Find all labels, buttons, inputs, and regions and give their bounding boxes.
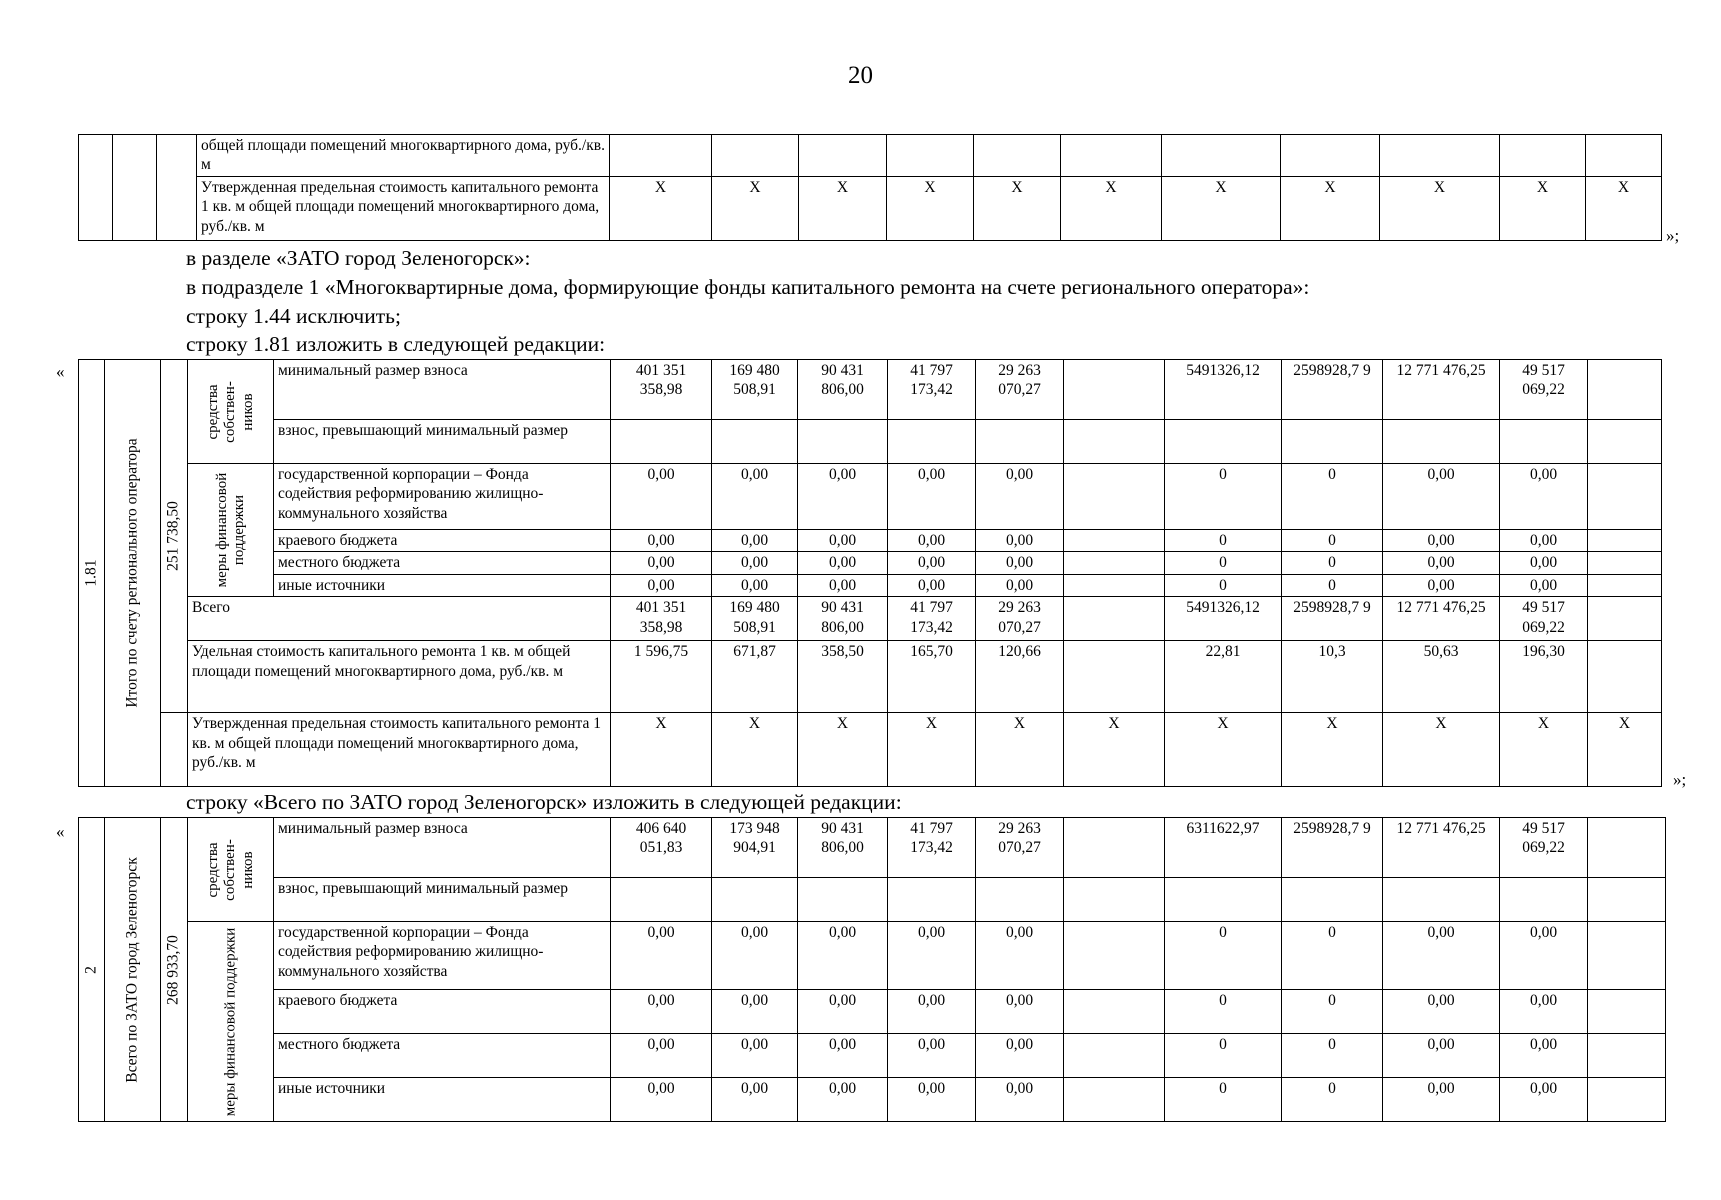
value-cell [1064,597,1165,641]
value-cell: 0,00 [1383,464,1500,530]
row-label: местного бюджета [274,552,611,574]
value-cell: 0 [1165,464,1282,530]
row-number: 1.81 [82,559,100,587]
table-cell [1500,878,1588,922]
row-label: минимальный размер взноса [274,360,611,420]
value-cell [1064,641,1165,713]
value-cell: 0 [1282,552,1383,574]
value-cell: 0,00 [798,922,888,990]
value-cell [1588,641,1662,713]
value-cell [1588,464,1662,530]
value-cell: 0,00 [712,552,798,574]
table-cell [888,878,976,922]
row-label: краевого бюджета [274,990,611,1034]
table-row [79,420,1662,464]
value-cell: 0,00 [798,530,888,552]
value-cell: 0,00 [1500,922,1588,990]
x-mark: X [712,177,799,241]
table-row [79,360,1662,420]
value-cell: 6311622,97 [1165,818,1282,878]
value-cell [1588,922,1666,990]
table-cell [887,135,974,177]
value-cell: 0 [1165,922,1282,990]
subsection-line: в подразделе 1 «Многоквартирные дома, формирующие фонды капитального ремонта на счете регионального оператора»: [186,275,1310,299]
value-cell: 12 771 476,25 [1383,818,1500,878]
value-cell: 0,00 [888,574,976,596]
value-cell: 0,00 [1500,464,1588,530]
table-cell [712,878,798,922]
value-cell: 401 351 358,98 [611,597,712,641]
value-cell [1064,990,1165,1034]
value-cell: 0,00 [976,990,1064,1034]
table-cell [1064,420,1165,464]
table-cell [188,360,274,464]
value-cell: 0,00 [798,1078,888,1122]
table-row [79,464,1662,530]
value-cell: 29 263 070,27 [976,597,1064,641]
value-cell: 0,00 [976,922,1064,990]
value-cell: 0,00 [888,530,976,552]
table-row [79,574,1662,596]
table-row [79,530,1662,552]
value-cell: 41 797 173,42 [888,818,976,878]
value-cell: 0,00 [976,574,1064,596]
opening-quote: « [56,362,65,381]
value-cell: 0 [1282,990,1383,1034]
x-mark: X [1064,713,1165,787]
row-label: общей площади помещений многоквартирного дома, руб./кв. м [197,135,610,177]
value-cell [1588,360,1662,420]
row-title: Всего по ЗАТО город Зеленогорск [123,856,141,1083]
x-mark: X [1061,177,1162,241]
value-cell: 0,00 [1500,552,1588,574]
value-cell: 0,00 [798,574,888,596]
value-cell: 0 [1282,1034,1383,1078]
table-cell [1061,135,1162,177]
value-cell: 0,00 [976,1078,1064,1122]
table-row [79,922,1666,990]
table-cell [888,420,976,464]
area-value: 251 738,50 [164,501,182,571]
value-cell: 0,00 [888,1078,976,1122]
value-cell: 173 948 904,91 [712,818,798,878]
value-cell [1588,552,1662,574]
value-cell [1588,990,1666,1034]
value-cell: 0,00 [1500,990,1588,1034]
x-mark: X [888,713,976,787]
row-number: 2 [82,965,100,974]
value-cell: 10,3 [1282,641,1383,713]
value-cell: 0,00 [888,552,976,574]
value-cell: 0 [1282,530,1383,552]
value-cell [1064,574,1165,596]
table-cell [79,135,113,241]
value-cell: 5491326,12 [1165,360,1282,420]
value-cell: 12 771 476,25 [1383,597,1500,641]
value-cell: 29 263 070,27 [976,818,1064,878]
value-cell: 0,00 [712,464,798,530]
x-mark: X [1281,177,1380,241]
value-cell: 0,00 [1383,990,1500,1034]
value-cell [1064,922,1165,990]
x-mark: X [974,177,1061,241]
table-cell [611,420,712,464]
table-cell [1282,420,1383,464]
value-cell [1064,360,1165,420]
value-cell: 0,00 [1383,530,1500,552]
table-cell [1282,878,1383,922]
row-label: Удельная стоимость капитального ремонта 1 кв. м общей площади помещений многоквартирного дома, руб./кв. м [188,641,611,713]
row-label: иные источники [274,1078,611,1122]
row-label: Утвержденная предельная стоимость капитального ремонта 1 кв. м общей площади помещений многоквартирного дома, руб./кв. м [188,713,611,787]
value-cell: 0,00 [712,990,798,1034]
table-cell [188,818,274,922]
table-cell [161,360,188,713]
row-label: Всего [188,597,611,641]
table-row [79,1078,1666,1122]
x-mark: X [611,713,712,787]
value-cell: 49 517 069,22 [1500,818,1588,878]
table-cell [610,135,712,177]
value-cell: 0 [1282,922,1383,990]
table-cell [798,878,888,922]
value-cell: 0,00 [712,1034,798,1078]
value-cell: 90 431 806,00 [798,818,888,878]
x-mark: X [1165,713,1282,787]
value-cell: 0,00 [1383,552,1500,574]
value-cell: 401 351 358,98 [611,360,712,420]
value-cell [1588,530,1662,552]
table-cell [1165,878,1282,922]
x-mark: X [1162,177,1281,241]
row-label: государственной корпорации – Фонда содействия реформированию жилищно-коммунального хозяйства [274,922,611,990]
value-cell: 0,00 [976,464,1064,530]
table-cell [1162,135,1281,177]
value-cell: 165,70 [888,641,976,713]
value-cell [1064,1034,1165,1078]
value-cell: 12 771 476,25 [1383,360,1500,420]
table-cell [976,420,1064,464]
table-row [79,1034,1666,1078]
value-cell: 0 [1282,464,1383,530]
value-cell: 0,00 [1383,574,1500,596]
row-181-table [78,359,1662,787]
table-row [79,878,1666,922]
table-row [79,177,1662,241]
value-cell: 0,00 [888,922,976,990]
table-row [79,597,1662,641]
table-row [79,713,1662,787]
table-cell [188,464,274,597]
x-mark: X [976,713,1064,787]
value-cell: 0 [1165,530,1282,552]
table-cell [611,878,712,922]
value-cell: 0,00 [611,1078,712,1122]
table-cell [1588,420,1662,464]
value-cell: 0,00 [976,530,1064,552]
value-cell [1588,1078,1666,1122]
table-cell [1588,878,1666,922]
value-cell [1064,530,1165,552]
x-mark: X [1383,713,1500,787]
value-cell: 0,00 [611,922,712,990]
value-cell: 0,00 [1500,574,1588,596]
value-cell: 671,87 [712,641,798,713]
value-cell [1588,818,1666,878]
value-cell: 0 [1165,1078,1282,1122]
table-cell [1165,420,1282,464]
value-cell: 49 517 069,22 [1500,597,1588,641]
table-row [79,135,1662,177]
table-cell [1383,420,1500,464]
value-cell [1588,597,1662,641]
value-cell: 0,00 [1500,530,1588,552]
value-cell: 0,00 [798,552,888,574]
value-cell: 0 [1282,1078,1383,1122]
x-mark: X [610,177,712,241]
x-mark: X [1500,713,1588,787]
table-cell [79,818,105,1122]
table-cell [188,922,274,1122]
opening-quote: « [56,822,65,841]
value-cell: 169 480 508,91 [712,360,798,420]
value-cell: 0,00 [611,464,712,530]
table-row [79,552,1662,574]
value-cell: 120,66 [976,641,1064,713]
value-cell: 0 [1165,552,1282,574]
table-cell [161,818,188,1122]
value-cell [1588,574,1662,596]
table-cell [79,360,105,787]
value-cell: 358,50 [798,641,888,713]
value-cell: 0,00 [1383,1078,1500,1122]
value-cell: 0,00 [611,1034,712,1078]
value-cell: 0,00 [798,1034,888,1078]
value-cell: 0,00 [611,552,712,574]
table-row [79,990,1666,1034]
group-support: меры финансовой поддержки [213,472,247,588]
table-cell [976,878,1064,922]
value-cell: 49 517 069,22 [1500,360,1588,420]
group-owners: средства собствен-ников [204,838,256,901]
value-cell [1064,552,1165,574]
section-line: в разделе «ЗАТО город Зеленогорск»: [186,246,531,270]
value-cell: 406 640 051,83 [611,818,712,878]
instruction-line: строку 1.81 изложить в следующей редакции: [186,332,606,356]
table-cell [798,420,888,464]
value-cell [1064,1078,1165,1122]
value-cell: 0,00 [1383,1034,1500,1078]
x-mark: X [798,713,888,787]
row-label: местного бюджета [274,1034,611,1078]
row-2-table [78,817,1666,1122]
table-cell [974,135,1061,177]
instruction-line: строку «Всего по ЗАТО город Зеленогорск» изложить в следующей редакции: [186,790,902,814]
value-cell: 0,00 [712,530,798,552]
table-cell [799,135,887,177]
row-label: государственной корпорации – Фонда содействия реформированию жилищно-коммунального хозяйства [274,464,611,530]
value-cell: 29 263 070,27 [976,360,1064,420]
value-cell: 0,00 [1500,1078,1588,1122]
value-cell: 1 596,75 [611,641,712,713]
value-cell: 5491326,12 [1165,597,1282,641]
group-owners: средства собствен-ников [204,380,256,443]
value-cell: 169 480 508,91 [712,597,798,641]
value-cell: 0 [1165,574,1282,596]
value-cell: 2598928,7 9 [1282,818,1383,878]
table-cell [161,713,188,787]
value-cell: 0,00 [611,990,712,1034]
value-cell [1064,464,1165,530]
value-cell [1588,1034,1666,1078]
value-cell: 41 797 173,42 [888,360,976,420]
x-mark: X [887,177,974,241]
value-cell: 0,00 [798,990,888,1034]
table-cell [1383,878,1500,922]
row-label: Утвержденная предельная стоимость капитального ремонта 1 кв. м общей площади помещений многоквартирного дома, руб./кв. м [197,177,610,241]
table-cell [113,135,157,241]
table-cell [157,135,197,241]
value-cell: 0,00 [1500,1034,1588,1078]
value-cell: 0,00 [888,464,976,530]
value-cell: 0 [1165,990,1282,1034]
x-mark: X [1380,177,1500,241]
table-cell [1064,878,1165,922]
value-cell: 2598928,7 9 [1282,597,1383,641]
value-cell: 41 797 173,42 [888,597,976,641]
value-cell: 0,00 [712,574,798,596]
table-cell [1281,135,1380,177]
value-cell: 196,30 [1500,641,1588,713]
value-cell: 0,00 [611,574,712,596]
table-cell [1380,135,1500,177]
value-cell: 0,00 [798,464,888,530]
x-mark: X [1588,713,1662,787]
instruction-line: строку 1.44 исключить; [186,304,401,328]
row-label: краевого бюджета [274,530,611,552]
value-cell: 2598928,7 9 [1282,360,1383,420]
table-cell [1500,420,1588,464]
group-support: меры финансовой поддержки [221,927,238,1116]
value-cell: 0,00 [1383,922,1500,990]
row-label: взнос, превышающий минимальный размер [274,420,611,464]
continuation-table [78,134,1662,241]
value-cell: 0,00 [888,990,976,1034]
x-mark: X [799,177,887,241]
value-cell: 90 431 806,00 [798,360,888,420]
table-cell [105,360,161,787]
row-label: минимальный размер взноса [274,818,611,878]
row-title: Итого по счету регионального оператора [123,438,141,708]
table-cell [105,818,161,1122]
row-label: иные источники [274,574,611,596]
value-cell: 90 431 806,00 [798,597,888,641]
value-cell: 50,63 [1383,641,1500,713]
table-cell [712,420,798,464]
value-cell: 0 [1282,574,1383,596]
value-cell: 0,00 [712,1078,798,1122]
value-cell: 0,00 [611,530,712,552]
value-cell: 0,00 [976,1034,1064,1078]
row-label: взнос, превышающий минимальный размер [274,878,611,922]
table-cell [1500,135,1586,177]
table-cell [1586,135,1662,177]
value-cell: 0 [1165,1034,1282,1078]
x-mark: X [1500,177,1586,241]
area-value: 268 933,70 [164,934,182,1005]
value-cell: 0,00 [976,552,1064,574]
value-cell: 22,81 [1165,641,1282,713]
table-cell [712,135,799,177]
value-cell: 0,00 [888,1034,976,1078]
closing-quote: »; [1666,226,1680,245]
table-row [79,641,1662,713]
value-cell: 0,00 [712,922,798,990]
page-number: 20 [848,62,873,89]
closing-quote: »; [1673,770,1687,789]
x-mark: X [1282,713,1383,787]
x-mark: X [712,713,798,787]
x-mark: X [1586,177,1662,241]
value-cell [1064,818,1165,878]
table-row [79,818,1666,878]
